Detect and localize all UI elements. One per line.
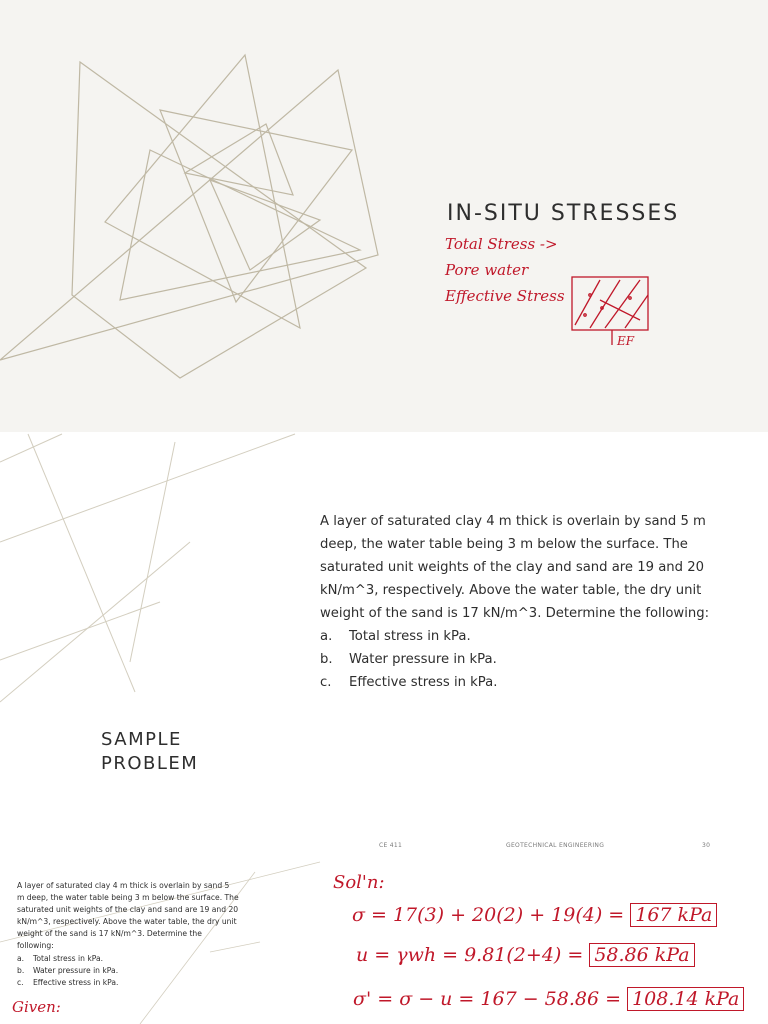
option-b	[320, 648, 720, 671]
problem-statement	[320, 510, 720, 694]
answer-water-pressure: 58.86 kPa	[589, 943, 694, 967]
option-letter: b.	[17, 965, 25, 975]
equation-water-pressure	[356, 944, 695, 966]
option-text: Effective stress in kPa.	[33, 977, 119, 987]
solution-slide	[0, 832, 768, 1024]
option-c	[320, 671, 720, 694]
option-letter: a.	[17, 953, 25, 963]
slide-title: IN-SITU STRESSES	[447, 201, 680, 226]
option-b	[17, 965, 239, 977]
equation-text: u = γwh = 9.81(2+4) =	[356, 944, 584, 966]
footer-course: CE 411	[379, 842, 403, 849]
footer-subject: GEOTECHNICAL ENGINEERING	[506, 842, 605, 849]
option-text: Total stress in kPa.	[33, 953, 104, 963]
option-letter: a.	[320, 629, 333, 644]
problem-text: A layer of saturated clay 4 m thick is overlain by sand 5 m deep, the water table being 3 m below the surface. The saturated unit weights of the clay and sand are 19 and 20 kN/m^3, respectively. Above the water table, the dry unit weight of the sand is 17 kN/m^3. Determine the following:	[17, 881, 239, 951]
option-letter: c.	[17, 977, 24, 987]
answer-effective-stress: 108.14 kPa	[627, 987, 744, 1011]
option-letter: b.	[320, 652, 333, 667]
option-text: Water pressure in kPa.	[33, 965, 119, 975]
diagram-label: EF	[617, 334, 635, 348]
note-pore-water: Pore water	[445, 261, 529, 279]
given-label: Given:	[12, 998, 61, 1016]
footer-page-number: 30	[702, 842, 711, 849]
answer-total-stress: 167 kPa	[630, 903, 717, 927]
solution-label: Sol'n:	[333, 872, 385, 893]
section-heading	[101, 728, 198, 776]
problem-statement-copy	[17, 880, 239, 989]
note-total-stress: Total Stress ->	[445, 235, 558, 253]
option-letter: c.	[320, 675, 332, 690]
soil-particle-sketch	[0, 0, 768, 432]
note-effective-stress: Effective Stress	[445, 287, 565, 305]
option-text: Total stress in kPa.	[349, 629, 471, 644]
option-c	[17, 977, 239, 989]
title-slide	[0, 0, 768, 432]
option-a	[320, 625, 720, 648]
heading-line-1: SAMPLE	[101, 729, 182, 750]
heading-line-2: PROBLEM	[101, 753, 199, 774]
equation-effective-stress	[353, 988, 744, 1010]
option-a	[17, 953, 239, 965]
problem-slide	[0, 432, 768, 832]
equation-text: σ' = σ − u = 167 − 58.86 =	[353, 988, 622, 1010]
option-text: Water pressure in kPa.	[349, 652, 497, 667]
problem-text: A layer of saturated clay 4 m thick is overlain by sand 5 m deep, the water table being 3 m below the surface. The saturated unit weights of the clay and sand are 19 and 20 kN/m^3, respectively. Above the water table, the dry unit weight of the sand is 17 kN/m^3. Determine the following:	[320, 514, 710, 621]
option-text: Effective stress in kPa.	[349, 675, 498, 690]
equation-text: σ = 17(3) + 20(2) + 19(4) =	[352, 904, 625, 926]
equation-total-stress	[352, 904, 717, 926]
